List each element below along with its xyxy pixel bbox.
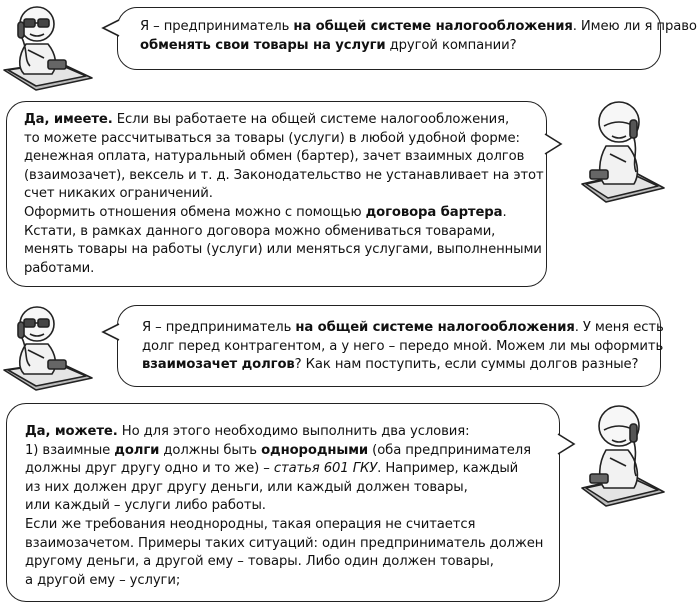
text-line: взаимозачет долгов? Как нам поступить, если суммы долгов разные? — [142, 357, 639, 373]
text-line: денежная оплата, натуральный обмен (бартер), зачет взаимных долгов — [24, 149, 525, 165]
question-bubble-1 — [117, 7, 697, 70]
bubble-tail — [102, 18, 122, 38]
text-line: Да, можете. Но для этого необходимо выполнить два условия: — [25, 424, 470, 439]
text-line: менять товары на работы (услуги) или меняться услугами, выполненными — [24, 242, 542, 258]
text-line: работами. — [24, 260, 95, 276]
text-line: Оформить отношения обмена можно с помощью договора бартера. — [24, 204, 507, 220]
person-on-phone-icon — [0, 0, 96, 92]
bubble-tail — [555, 432, 575, 456]
bubble-tail — [102, 322, 122, 342]
person-on-phone-icon — [0, 300, 96, 392]
text-line: счет никаких ограничений. — [24, 186, 213, 202]
text-line: то можете рассчитываться за товары (услуги) в любой удобной форме: — [24, 130, 520, 146]
answer-bubble-2 — [6, 403, 560, 602]
text-line: или каждый – услуги либо работы. — [25, 498, 266, 514]
text-line: Если же требования неоднородны, такая операция не считается — [25, 516, 476, 532]
bubble-tail — [542, 132, 562, 156]
text-line: а другой ему – услуги; — [25, 572, 181, 588]
text-line: Я – предприниматель на общей системе налогообложения. Имею ли я право — [140, 19, 697, 34]
expert-on-phone-icon — [576, 400, 668, 510]
text-line: долг перед контрагентом, а у него – передо мной. Можем ли мы оформить — [142, 338, 664, 354]
text-line: Я – предприниматель на общей системе налогообложения. У меня есть — [142, 320, 664, 335]
text-line: должны друг другу одно и то же) – статья 601 ГКУ. Например, каждый — [25, 461, 519, 477]
text-line: из них должен друг другу деньги, или каждый должен товары, — [25, 479, 468, 495]
text-line: Кстати, в рамках данного договора можно обмениваться товарами, — [24, 223, 496, 239]
text-line: обменять свои товары на услуги другой компании? — [140, 37, 517, 53]
text-line: взаимозачетом. Примеры таких ситуаций: один предприниматель должен — [25, 535, 544, 551]
answer-bubble-1 — [6, 101, 547, 287]
text-line: 1) взаимные долги должны быть однородными (оба предпринимателя — [25, 442, 531, 458]
question-bubble-2 — [117, 305, 664, 387]
text-line: (взаимозачет), вексель и т. д. Законодательство не устанавливает на этот — [24, 167, 544, 183]
expert-on-phone-icon — [576, 96, 668, 206]
text-line: другому деньги, а другой ему – товары. Либо один должен товары, — [25, 554, 494, 570]
text-line: Да, имеете. Если вы работаете на общей системе налогообложения, — [24, 112, 510, 127]
